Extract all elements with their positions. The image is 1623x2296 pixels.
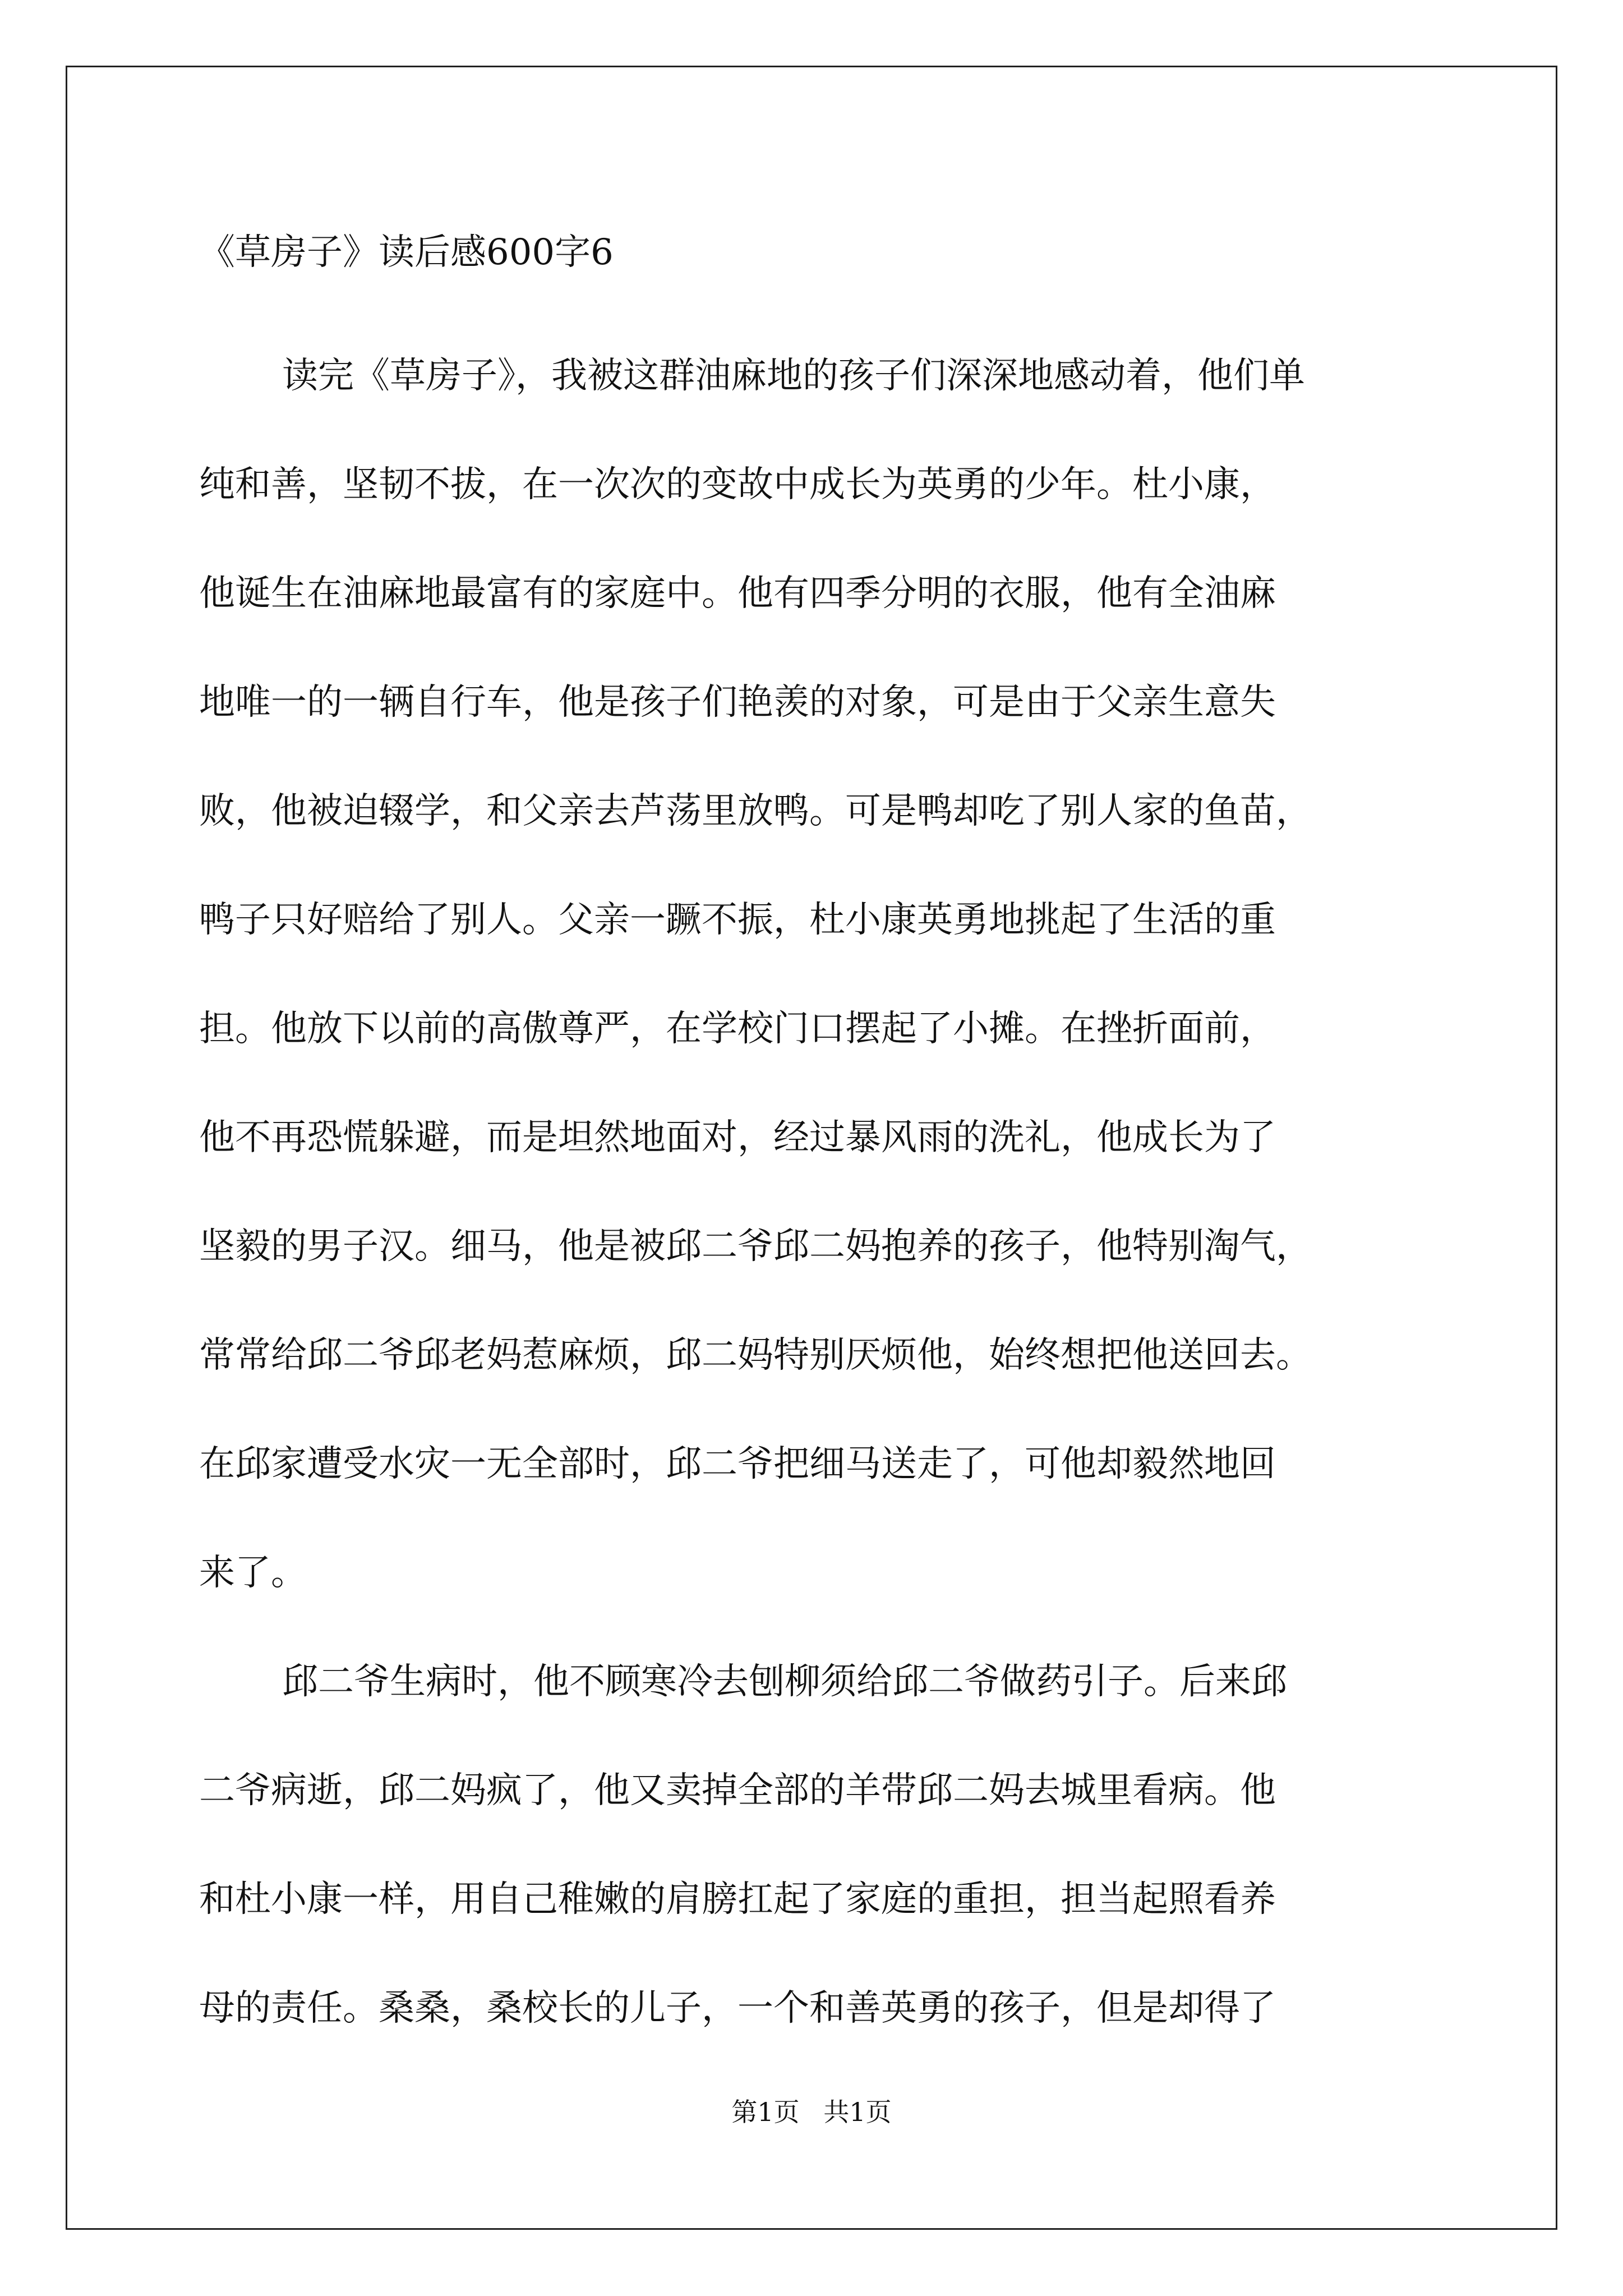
page-footer [0, 2095, 1623, 2129]
text-line: 邱二爷生病时，他不顾寒冷去刨柳须给邱二爷做药引子。后来邱 [282, 1661, 1287, 1703]
text-line: 坚毅的男子汉。细马，他是被邱二爷邱二妈抱养的孩子，他特别淘气， [199, 1226, 1312, 1267]
page-number: 第1页 [731, 2097, 800, 2127]
text-line: 他诞生在油麻地最富有的家庭中。他有四季分明的衣服，他有全油麻 [199, 573, 1276, 614]
text-line: 鸭子只好赔给了别人。父亲一蹶不振，杜小康英勇地挑起了生活的重 [199, 899, 1276, 941]
text-line: 读完《草房子》，我被这群油麻地的孩子们深深地感动着，他们单 [282, 355, 1305, 397]
text-line: 在邱家遭受水灾一无全部时，邱二爷把细马送走了，可他却毅然地回 [199, 1443, 1276, 1485]
text-line: 他不再恐慌躲避，而是坦然地面对，经过暴风雨的洗礼，他成长为了 [199, 1117, 1276, 1158]
text-line: 担。他放下以前的高傲尊严，在学校门口摆起了小摊。在挫折面前， [199, 1008, 1276, 1050]
text-line: 二爷病逝，邱二妈疯了，他又卖掉全部的羊带邱二妈去城里看病。他 [199, 1770, 1276, 1811]
text-line: 地唯一的一辆自行车，他是孩子们艳羡的对象，可是由于父亲生意失 [199, 682, 1276, 723]
text-line: 和杜小康一样，用自己稚嫩的肩膀扛起了家庭的重担，担当起照看养 [199, 1879, 1276, 1920]
document-body [199, 222, 1433, 2063]
paragraph-2 [199, 1627, 1433, 2063]
text-line: 母的责任。桑桑，桑校长的儿子，一个和善英勇的孩子，但是却得了 [199, 1987, 1276, 2029]
page-total: 共1页 [823, 2097, 892, 2127]
paragraph-1 [199, 321, 1433, 1627]
text-line: 来了。 [199, 1552, 307, 1594]
document-title: 《草房子》读后感600字6 [199, 232, 614, 273]
text-line: 纯和善，坚韧不拔，在一次次的变故中成长为英勇的少年。杜小康， [199, 464, 1276, 505]
text-line: 败，他被迫辍学，和父亲去芦荡里放鸭。可是鸭却吃了别人家的鱼苗， [199, 790, 1312, 832]
text-line: 常常给邱二爷邱老妈惹麻烦，邱二妈特别厌烦他，始终想把他送回去。 [199, 1335, 1312, 1376]
